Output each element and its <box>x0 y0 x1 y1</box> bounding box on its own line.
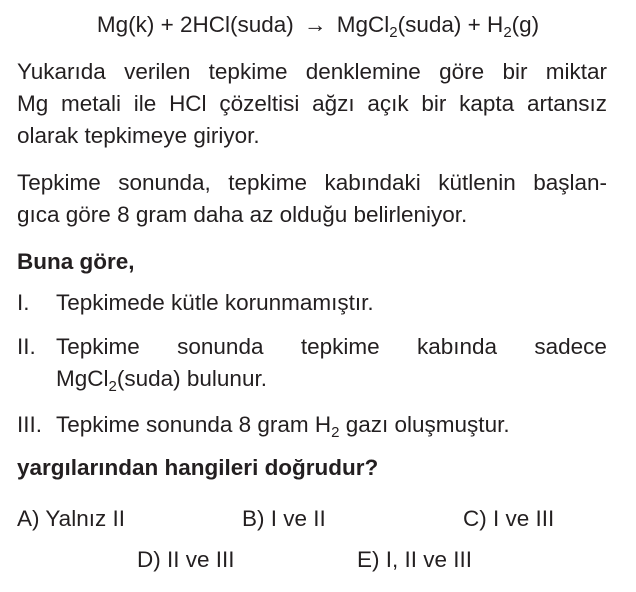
statement-text <box>56 331 607 395</box>
formula-subscript: 2 <box>108 378 117 395</box>
paragraph-line: olarak tepkimeye giriyor. <box>17 123 260 148</box>
word: artansız <box>526 91 607 116</box>
equation-product-h2: (suda) + H <box>397 12 504 37</box>
word: ile <box>133 91 157 116</box>
word: başlan- <box>533 170 607 195</box>
statement-number: III. <box>17 412 43 437</box>
reaction-arrow-icon: → <box>304 12 327 37</box>
equation-reactants: Mg(k) + 2HCl(suda) <box>96 12 294 37</box>
formula-subscript: 2 <box>331 424 340 441</box>
paragraph-line: gıca göre 8 gram daha az olduğu belirleniyor. <box>17 202 468 227</box>
word: sadece <box>534 334 607 359</box>
word: çözeltisi <box>219 91 300 116</box>
word: sonunda <box>177 334 264 359</box>
word: Tepkime <box>17 170 101 195</box>
statement-text-tail: gazı oluşmuştur. <box>339 412 510 437</box>
word: tepkime <box>208 59 288 84</box>
word: HCl <box>169 91 207 116</box>
word: tepkime <box>228 170 308 195</box>
statement-line <box>56 363 607 395</box>
word: açık <box>367 91 409 116</box>
word: göre <box>439 59 485 84</box>
paragraph-intro <box>17 56 607 152</box>
option-d[interactable]: D) II ve III <box>137 547 235 572</box>
statement-number: I. <box>17 290 30 315</box>
option-a[interactable]: A) Yalnız II <box>17 506 125 531</box>
word: Mg <box>17 91 49 116</box>
paragraph-line <box>17 88 607 120</box>
word: kütlenin <box>438 170 516 195</box>
paragraph-line <box>17 167 607 199</box>
paragraph-line <box>17 56 607 88</box>
statement-line <box>56 331 607 363</box>
equation-product-mgcl2: MgCl <box>336 12 390 37</box>
option-e[interactable]: E) I, II ve III <box>357 547 473 572</box>
word: verilen <box>124 59 191 84</box>
word: metali <box>61 91 122 116</box>
word: kabındaki <box>324 170 421 195</box>
word: miktar <box>545 59 607 84</box>
word: Yukarıda <box>17 59 106 84</box>
word: bir <box>421 91 447 116</box>
word: kabında <box>416 334 498 359</box>
formula-mgcl2: MgCl <box>56 366 109 391</box>
word: sonunda, <box>118 170 211 195</box>
word: ağzı <box>312 91 355 116</box>
statement-iii <box>17 409 607 441</box>
question-prompt: yargılarından hangileri doğrudur? <box>17 455 379 480</box>
word: denklemine <box>305 59 421 84</box>
word: Tepkime <box>56 334 140 359</box>
word: tepkime <box>300 334 380 359</box>
option-c[interactable]: C) I ve III <box>463 506 555 531</box>
equation-subscript: 2 <box>503 24 512 41</box>
statement-i <box>17 287 607 319</box>
statement-text-head: Tepkime sonunda 8 gram H <box>56 412 332 437</box>
statement-text: Tepkimede kütle korunmamıştır. <box>56 290 374 315</box>
equation-subscript: 2 <box>389 24 398 41</box>
word: bir <box>502 59 528 84</box>
option-b[interactable]: B) I ve II <box>242 506 326 531</box>
word: kapta <box>459 91 515 116</box>
statement-number: II. <box>17 334 36 359</box>
equation-state: (g) <box>511 12 540 37</box>
statement-text-tail: (suda) bulunur. <box>116 366 267 391</box>
question-lead: Buna göre, <box>17 249 135 274</box>
paragraph-observation <box>17 167 607 231</box>
statement-ii <box>17 331 607 395</box>
statement-text <box>56 409 607 441</box>
reaction-equation <box>0 9 636 41</box>
